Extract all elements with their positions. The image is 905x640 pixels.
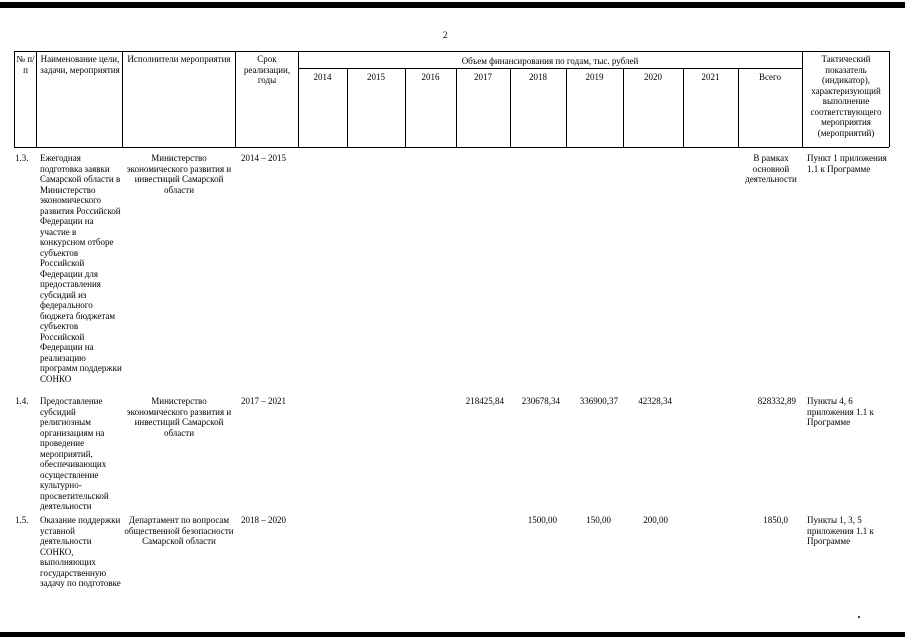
row-1-4-executor: Министерство экономического развития и инвестиций Самарской области xyxy=(126,396,232,438)
header-year-2021: 2021 xyxy=(701,72,720,82)
header-year-2015: 2015 xyxy=(367,72,385,82)
header-year-2019: 2019 xyxy=(585,72,604,82)
header-year-2014: 2014 xyxy=(313,72,332,82)
header-total: Всего xyxy=(758,72,782,82)
bottom-border xyxy=(0,632,905,637)
header-indicator: Тактический показатель (индикатор), характеризующий выполнение соответствующего мероприятия (мероприятий) xyxy=(810,54,882,138)
header-funding: Объем финансирования по годам, тыс. рублей xyxy=(461,56,639,66)
row-1-5-name: Оказание поддержки уставной деятельности СОНКО, выполняющих государственную задачу по подготовке xyxy=(40,515,121,588)
row-1-3-name: Ежегодная подготовка заявки Самарской области в Министерство экономического развития Российской Федерации на участие в конкурсном отборе субъектов Российской Федерации для предоставления субсидий из федерального бюджета бюджетам субъектов Российской Федерации на реализацию программ поддержки СОНКО xyxy=(40,153,122,384)
header-top-line xyxy=(14,51,889,52)
page-number: 2 xyxy=(443,30,448,40)
row-1-4-name: Предоставление субсидий религиозным организациям на проведение мероприятий, обеспечивающих осуществление культурно-просветительской деятельности xyxy=(40,396,109,511)
row-1-4-value-2017: 218425,84 xyxy=(465,396,504,406)
row-1-3-executor: Министерство экономического развития и инвестиций Самарской области xyxy=(126,153,232,195)
row-1-5-num: 1.5. xyxy=(15,515,29,525)
row-1-4-value-2020: 42328,34 xyxy=(638,396,672,406)
row-1-3-num: 1.3. xyxy=(15,153,29,163)
row-1-4-value-2019: 336900,37 xyxy=(579,396,618,406)
header-term: Срок реализации, годы xyxy=(243,54,291,85)
row-1-5-value-2020: 200,00 xyxy=(643,515,668,525)
row-1-5-term: 2018 – 2020 xyxy=(241,515,286,525)
row-1-5-total: 1850,0 xyxy=(763,515,788,525)
row-1-5-value-2018: 1500,00 xyxy=(527,515,557,525)
header-year-2020: 2020 xyxy=(644,72,662,82)
row-1-4-term: 2017 – 2021 xyxy=(241,396,286,406)
header-year-2018: 2018 xyxy=(529,72,547,82)
row-1-3-term: 2014 – 2015 xyxy=(241,153,286,163)
row-1-4-total: 828332,89 xyxy=(757,396,796,406)
header-year-2016: 2016 xyxy=(421,72,440,82)
header-year-2017: 2017 xyxy=(474,72,492,82)
header-executors: Исполнители мероприятия xyxy=(127,54,231,64)
header-num: № п/п xyxy=(16,54,35,75)
scan-speck xyxy=(858,616,860,618)
row-1-4-value-2018: 230678,34 xyxy=(521,396,560,406)
row-1-4-indicator: Пункты 4, 6 приложения 1.1 к Программе xyxy=(807,396,874,427)
row-1-4-num: 1.4. xyxy=(15,396,29,406)
row-1-5-indicator: Пункты 1, 3, 5 приложения 1.1 к Программе xyxy=(807,515,874,546)
row-1-5-executor: Департамент по вопросам общественной безопасности Самарской области xyxy=(124,515,234,546)
header-funding-divider xyxy=(298,68,802,69)
row-1-5-value-2019: 150,00 xyxy=(586,515,611,525)
header-bottom-line xyxy=(14,147,889,148)
row-1-3-indicator: Пункт 1 приложения 1.1 к Программе xyxy=(807,153,887,174)
row-1-3-total: В рамках основной деятельности xyxy=(745,153,797,184)
header-name: Наименование цели, задачи, мероприятия xyxy=(40,54,120,75)
